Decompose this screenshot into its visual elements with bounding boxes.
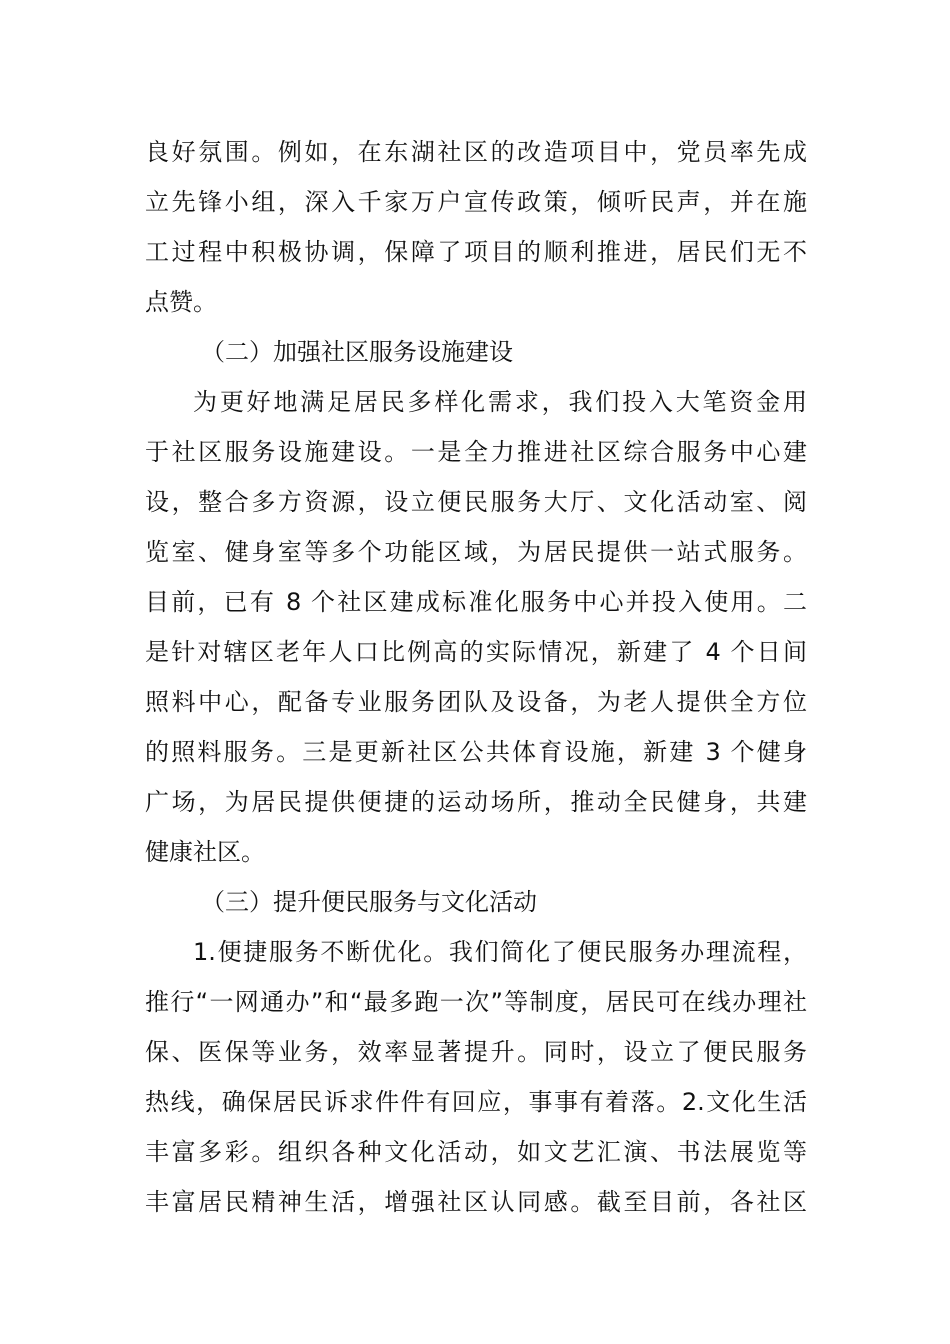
body-line: 设，整合多方资源，设立便民服务大厅、文化活动室、阅 — [145, 488, 807, 516]
body-line: 于社区服务设施建设。一是全力推进社区综合服务中心建 — [145, 438, 807, 466]
body-line: 丰富多彩。组织各种文化活动，如文艺汇演、书法展览等 — [145, 1138, 807, 1166]
body-line: 广场，为居民提供便捷的运动场所，推动全民健身，共建 — [145, 788, 807, 816]
body-line: 工过程中积极协调，保障了项目的顺利推进，居民们无不 — [145, 238, 807, 266]
body-line: 的照料服务。三是更新社区公共体育设施，新建 3 个健身 — [145, 738, 807, 766]
body-line: 保、医保等业务，效率显著提升。同时，设立了便民服务 — [145, 1038, 807, 1066]
body-line: 1.便捷服务不断优化。我们简化了便民服务办理流程， — [193, 938, 807, 966]
body-line: 丰富居民精神生活，增强社区认同感。截至目前，各社区 — [145, 1188, 807, 1216]
body-line: 良好氛围。例如，在东湖社区的改造项目中，党员率先成 — [145, 138, 807, 166]
body-line: 健康社区。 — [145, 838, 265, 866]
document-body — [145, 127, 807, 1227]
body-line: 点赞。 — [145, 288, 217, 316]
body-line: 立先锋小组，深入千家万户宣传政策，倾听民声，并在施 — [145, 188, 807, 216]
section-heading-3: （三）提升便民服务与文化活动 — [201, 888, 537, 916]
body-line: 推行“一网通办”和“最多跑一次”等制度，居民可在线办理社 — [145, 988, 807, 1016]
body-line: 览室、健身室等多个功能区域，为居民提供一站式服务。 — [145, 538, 807, 566]
body-line: 是针对辖区老年人口比例高的实际情况，新建了 4 个日间 — [145, 638, 807, 666]
body-line: 为更好地满足居民多样化需求，我们投入大笔资金用 — [193, 388, 807, 416]
body-line: 目前，已有 8 个社区建成标准化服务中心并投入使用。二 — [145, 588, 807, 616]
section-heading-2: （二）加强社区服务设施建设 — [201, 338, 513, 366]
body-line: 热线，确保居民诉求件件有回应，事事有着落。2.文化生活 — [145, 1088, 807, 1116]
body-line: 照料中心，配备专业服务团队及设备，为老人提供全方位 — [145, 688, 807, 716]
